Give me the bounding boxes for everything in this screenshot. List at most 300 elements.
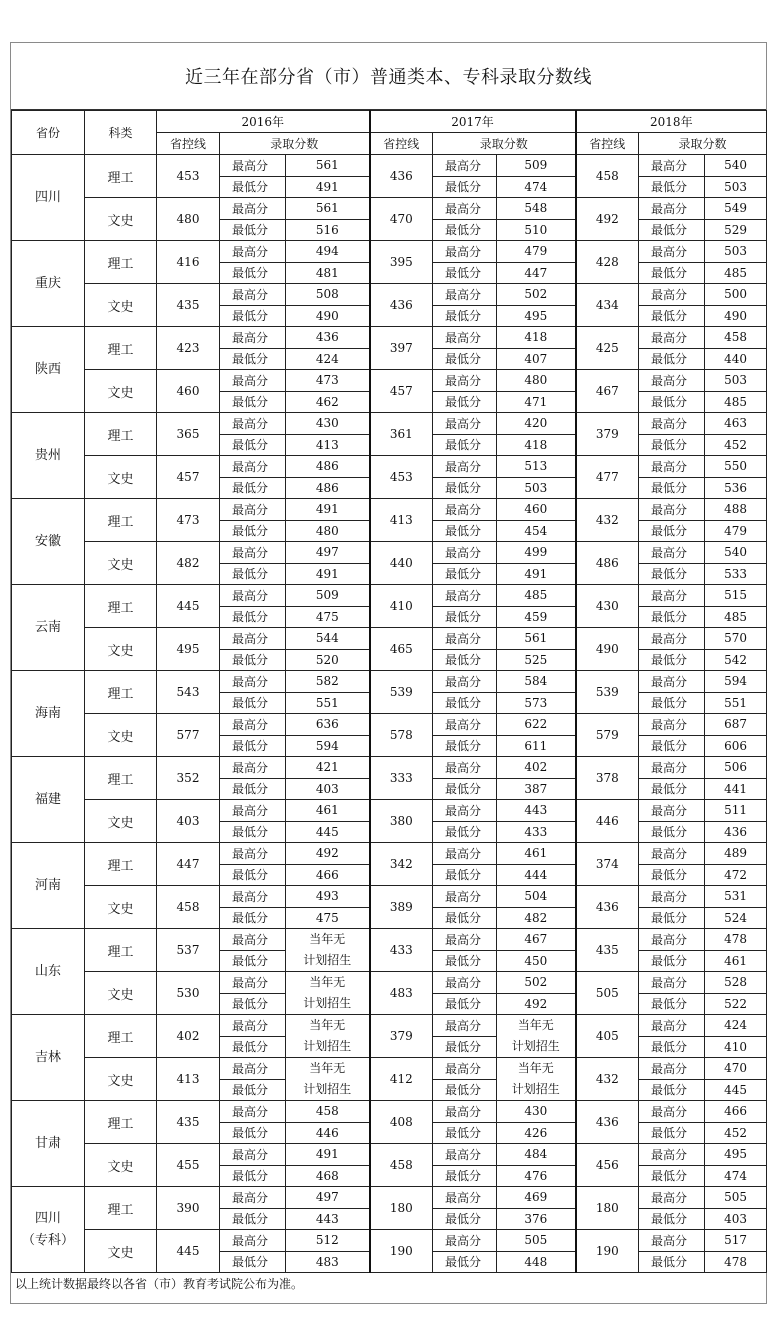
min-score-cell: 524 [705,907,767,929]
min-score-cell: 611 [497,735,576,757]
max-score-cell: 544 [286,628,370,650]
max-score-cell: 486 [286,456,370,478]
control-line-cell: 413 [157,1058,220,1101]
max-score-cell: 502 [497,284,576,306]
max-label: 最高分 [433,929,497,951]
max-score-cell: 420 [497,413,576,435]
no-enrollment-line2: 计划招生 [303,1082,352,1096]
min-label: 最低分 [433,606,497,628]
control-line-cell: 352 [157,757,220,800]
control-line-cell: 465 [370,628,433,671]
max-label: 最高分 [639,1187,705,1209]
min-label: 最低分 [220,1208,286,1230]
category-cell: 理工 [85,671,157,714]
control-line-cell: 473 [157,499,220,542]
min-score-cell: 443 [286,1208,370,1230]
control-line-cell: 432 [576,499,639,542]
min-score-cell: 452 [705,1122,767,1144]
min-score-cell: 491 [286,563,370,585]
max-label: 最高分 [220,585,286,607]
category-cell: 理工 [85,585,157,628]
table-row [12,585,767,607]
max-label: 最高分 [639,327,705,349]
min-score-cell: 448 [497,1251,576,1273]
max-label: 最高分 [220,843,286,865]
min-label: 最低分 [220,1036,286,1058]
max-label: 最高分 [220,1230,286,1252]
control-line-cell: 380 [370,800,433,843]
max-label: 最高分 [433,284,497,306]
control-line-cell: 365 [157,413,220,456]
min-label: 最低分 [639,950,705,972]
category-cell: 文史 [85,198,157,241]
max-label: 最高分 [220,370,286,392]
min-score-cell: 475 [286,606,370,628]
min-score-cell: 475 [286,907,370,929]
control-line-cell: 402 [157,1015,220,1058]
min-label: 最低分 [220,950,286,972]
max-score-cell: 493 [286,886,370,908]
category-cell: 理工 [85,327,157,370]
control-line-cell: 577 [157,714,220,757]
control-line-cell: 458 [576,155,639,198]
max-score-cell: 505 [497,1230,576,1252]
max-score-cell: 511 [705,800,767,822]
max-score-cell: 502 [497,972,576,994]
category-cell: 文史 [85,886,157,929]
min-label: 最低分 [220,692,286,714]
table-row [12,499,767,521]
max-score-cell: 582 [286,671,370,693]
max-label: 最高分 [639,714,705,736]
table-row [12,1187,767,1209]
max-score-cell: 512 [286,1230,370,1252]
max-label: 最高分 [220,1144,286,1166]
control-line-cell: 190 [370,1230,433,1273]
no-enrollment-line1: 当年无 [309,932,346,946]
control-line-cell: 530 [157,972,220,1015]
control-line-cell: 490 [576,628,639,671]
control-line-cell: 495 [157,628,220,671]
control-line-cell: 482 [157,542,220,585]
max-label: 最高分 [220,241,286,263]
max-label: 最高分 [220,1015,286,1037]
category-cell: 理工 [85,413,157,456]
max-score-cell: 540 [705,155,767,177]
category-cell: 理工 [85,1187,157,1230]
control-line-cell: 579 [576,714,639,757]
control-line-cell: 578 [370,714,433,757]
min-score-cell: 485 [705,606,767,628]
min-label: 最低分 [433,477,497,499]
max-score-cell: 418 [497,327,576,349]
min-label: 最低分 [433,1208,497,1230]
max-score-cell: 503 [705,241,767,263]
province-name: 四川 [12,155,85,241]
category-cell: 理工 [85,929,157,972]
control-line-cell: 436 [370,155,433,198]
control-line-cell: 433 [370,929,433,972]
header-category: 科类 [85,111,157,155]
min-score-cell: 452 [705,434,767,456]
min-label: 最低分 [220,563,286,585]
min-label: 最低分 [220,1165,286,1187]
min-label: 最低分 [639,649,705,671]
max-label: 最高分 [433,972,497,994]
max-label: 最高分 [433,1144,497,1166]
max-score-cell: 497 [286,1187,370,1209]
min-label: 最低分 [220,477,286,499]
control-line-cell: 453 [370,456,433,499]
category-cell: 文史 [85,714,157,757]
table-row [12,628,767,650]
max-score-cell: 509 [286,585,370,607]
max-label: 最高分 [220,671,286,693]
max-score-cell: 636 [286,714,370,736]
province-name: 陕西 [12,327,85,413]
category-cell: 文史 [85,456,157,499]
max-score-cell: 531 [705,886,767,908]
min-label: 最低分 [433,821,497,843]
max-score-cell: 497 [286,542,370,564]
table-row [12,284,767,306]
min-score-cell: 440 [705,348,767,370]
max-label: 最高分 [639,757,705,779]
min-score-cell: 468 [286,1165,370,1187]
min-score-cell: 529 [705,219,767,241]
min-score-cell: 376 [497,1208,576,1230]
max-label: 最高分 [220,413,286,435]
min-label: 最低分 [639,563,705,585]
max-label: 最高分 [433,843,497,865]
control-line-cell: 423 [157,327,220,370]
control-line-cell: 436 [576,886,639,929]
max-score-cell: 489 [705,843,767,865]
min-label: 最低分 [220,778,286,800]
header-control-line: 省控线 [370,133,433,155]
control-line-cell: 428 [576,241,639,284]
max-score-cell: 461 [286,800,370,822]
max-score-cell: 494 [286,241,370,263]
min-label: 最低分 [220,520,286,542]
no-enrollment-line2: 计划招生 [511,1039,560,1053]
min-label: 最低分 [220,348,286,370]
category-cell: 理工 [85,757,157,800]
min-label: 最低分 [639,477,705,499]
min-score-cell: 436 [705,821,767,843]
min-label: 最低分 [433,1079,497,1101]
min-score-cell: 482 [497,907,576,929]
control-line-cell: 410 [370,585,433,628]
max-score-cell: 470 [705,1058,767,1080]
control-line-cell: 483 [370,972,433,1015]
max-label: 最高分 [433,241,497,263]
min-score-cell: 447 [497,262,576,284]
max-label: 最高分 [220,628,286,650]
category-cell: 理工 [85,843,157,886]
min-score-cell: 433 [497,821,576,843]
max-label: 最高分 [220,1101,286,1123]
header-control-line: 省控线 [157,133,220,155]
min-label: 最低分 [433,1122,497,1144]
max-label: 最高分 [639,198,705,220]
province-name: 甘肃 [12,1101,85,1187]
min-score-cell: 551 [286,692,370,714]
control-line-cell: 378 [576,757,639,800]
max-score-cell: 561 [286,198,370,220]
max-score-cell: 505 [705,1187,767,1209]
category-cell: 文史 [85,1144,157,1187]
header-admission-scores: 录取分数 [220,133,370,155]
max-label: 最高分 [639,1144,705,1166]
min-score-cell: 542 [705,649,767,671]
max-label: 最高分 [639,370,705,392]
min-score-cell: 480 [286,520,370,542]
header-year-2016: 2016年 [157,111,370,133]
min-score-cell: 441 [705,778,767,800]
min-label: 最低分 [639,176,705,198]
table-row [12,886,767,908]
min-label: 最低分 [433,993,497,1015]
min-score-cell: 503 [705,176,767,198]
category-cell: 文史 [85,972,157,1015]
min-label: 最低分 [220,1079,286,1101]
control-line-cell: 467 [576,370,639,413]
category-cell: 理工 [85,1101,157,1144]
max-score-cell: 506 [705,757,767,779]
control-line-cell: 379 [576,413,639,456]
control-line-cell: 408 [370,1101,433,1144]
min-label: 最低分 [639,606,705,628]
min-label: 最低分 [220,649,286,671]
table-header [12,111,767,155]
control-line-cell: 436 [576,1101,639,1144]
min-label: 最低分 [639,1251,705,1273]
category-cell: 文史 [85,800,157,843]
table-body [12,155,767,1273]
max-label: 最高分 [433,456,497,478]
max-label: 最高分 [220,542,286,564]
table-row [12,1144,767,1166]
province-name: 海南 [12,671,85,757]
max-label: 最高分 [639,628,705,650]
min-label: 最低分 [220,262,286,284]
min-score-cell: 474 [497,176,576,198]
min-score-cell: 486 [286,477,370,499]
header-year-2017: 2017年 [370,111,576,133]
control-line-cell: 486 [576,542,639,585]
category-cell: 理工 [85,241,157,284]
min-score-cell: 472 [705,864,767,886]
min-label: 最低分 [433,1036,497,1058]
table-row [12,198,767,220]
control-line-cell: 180 [576,1187,639,1230]
table-row [12,155,767,177]
max-label: 最高分 [639,1058,705,1080]
min-score-cell: 445 [705,1079,767,1101]
max-label: 最高分 [639,972,705,994]
table-row [12,843,767,865]
control-line-cell: 434 [576,284,639,327]
table-row [12,1230,767,1252]
max-label: 最高分 [433,628,497,650]
control-line-cell: 440 [370,542,433,585]
min-score-cell: 466 [286,864,370,886]
min-label: 最低分 [433,950,497,972]
max-label: 最高分 [433,370,497,392]
header-admission-scores: 录取分数 [433,133,576,155]
max-score-cell: 495 [705,1144,767,1166]
max-label: 最高分 [220,757,286,779]
max-label: 最高分 [433,800,497,822]
control-line-cell: 430 [576,585,639,628]
min-score-cell: 606 [705,735,767,757]
min-score-cell: 445 [286,821,370,843]
min-label: 最低分 [433,520,497,542]
max-label: 最高分 [433,542,497,564]
min-label: 最低分 [433,176,497,198]
max-score-cell: 513 [497,456,576,478]
no-enrollment-note [286,972,370,1015]
min-label: 最低分 [639,1036,705,1058]
max-label: 最高分 [639,499,705,521]
max-score-cell: 584 [497,671,576,693]
min-score-cell: 424 [286,348,370,370]
max-label: 最高分 [220,1187,286,1209]
control-line-cell: 412 [370,1058,433,1101]
max-label: 最高分 [639,284,705,306]
min-label: 最低分 [639,692,705,714]
min-label: 最低分 [433,692,497,714]
control-line-cell: 458 [370,1144,433,1187]
header-year-2018: 2018年 [576,111,767,133]
control-line-cell: 539 [370,671,433,714]
max-label: 最高分 [639,585,705,607]
no-enrollment-line1: 当年无 [309,1061,346,1075]
min-score-cell: 478 [705,1251,767,1273]
min-label: 最低分 [433,778,497,800]
max-score-cell: 458 [286,1101,370,1123]
header-admission-scores: 录取分数 [639,133,767,155]
min-label: 最低分 [433,305,497,327]
control-line-cell: 446 [576,800,639,843]
table-row [12,757,767,779]
min-label: 最低分 [639,520,705,542]
max-label: 最高分 [639,843,705,865]
control-line-cell: 435 [157,284,220,327]
min-score-cell: 462 [286,391,370,413]
max-score-cell: 461 [497,843,576,865]
min-score-cell: 594 [286,735,370,757]
max-score-cell: 485 [497,585,576,607]
control-line-cell: 413 [370,499,433,542]
max-label: 最高分 [220,456,286,478]
max-score-cell: 570 [705,628,767,650]
min-score-cell: 485 [705,262,767,284]
max-score-cell: 491 [286,1144,370,1166]
max-label: 最高分 [220,198,286,220]
min-label: 最低分 [433,864,497,886]
max-label: 最高分 [433,198,497,220]
max-score-cell: 488 [705,499,767,521]
category-cell: 文史 [85,370,157,413]
header-province: 省份 [12,111,85,155]
min-label: 最低分 [433,649,497,671]
min-label: 最低分 [639,434,705,456]
min-score-cell: 426 [497,1122,576,1144]
province-name: 福建 [12,757,85,843]
control-line-cell: 333 [370,757,433,800]
min-score-cell: 446 [286,1122,370,1144]
max-label: 最高分 [433,671,497,693]
control-line-cell: 435 [576,929,639,972]
province-name: 河南 [12,843,85,929]
max-label: 最高分 [433,413,497,435]
control-line-cell: 416 [157,241,220,284]
max-score-cell: 508 [286,284,370,306]
max-label: 最高分 [639,155,705,177]
max-label: 最高分 [639,1230,705,1252]
control-line-cell: 460 [157,370,220,413]
max-label: 最高分 [433,1015,497,1037]
max-label: 最高分 [433,1058,497,1080]
max-label: 最高分 [220,1058,286,1080]
max-label: 最高分 [220,800,286,822]
max-score-cell: 424 [705,1015,767,1037]
max-score-cell: 478 [705,929,767,951]
min-score-cell: 551 [705,692,767,714]
max-score-cell: 687 [705,714,767,736]
no-enrollment-note [286,1015,370,1058]
min-score-cell: 491 [286,176,370,198]
min-score-cell: 474 [705,1165,767,1187]
min-label: 最低分 [433,219,497,241]
category-cell: 文史 [85,284,157,327]
province-name: 云南 [12,585,85,671]
max-score-cell: 463 [705,413,767,435]
min-score-cell: 503 [497,477,576,499]
max-score-cell: 548 [497,198,576,220]
no-enrollment-line2: 计划招生 [303,1039,352,1053]
max-score-cell: 466 [705,1101,767,1123]
min-label: 最低分 [220,1251,286,1273]
table-row [12,714,767,736]
min-score-cell: 418 [497,434,576,456]
min-score-cell: 522 [705,993,767,1015]
min-label: 最低分 [220,606,286,628]
no-enrollment-note [497,1015,576,1058]
max-label: 最高分 [433,886,497,908]
max-score-cell: 473 [286,370,370,392]
max-score-cell: 509 [497,155,576,177]
control-line-cell: 403 [157,800,220,843]
control-line-cell: 455 [157,1144,220,1187]
category-cell: 文史 [85,1230,157,1273]
min-score-cell: 525 [497,649,576,671]
no-enrollment-note [286,1058,370,1101]
min-label: 最低分 [220,1122,286,1144]
max-label: 最高分 [220,929,286,951]
min-label: 最低分 [639,735,705,757]
min-score-cell: 516 [286,219,370,241]
page-title: 近三年在部分省（市）普通类本、专科录取分数线 [11,43,766,110]
min-score-cell: 481 [286,262,370,284]
max-score-cell: 402 [497,757,576,779]
control-line-cell: 342 [370,843,433,886]
min-score-cell: 403 [705,1208,767,1230]
table-row [12,1101,767,1123]
max-score-cell: 480 [497,370,576,392]
